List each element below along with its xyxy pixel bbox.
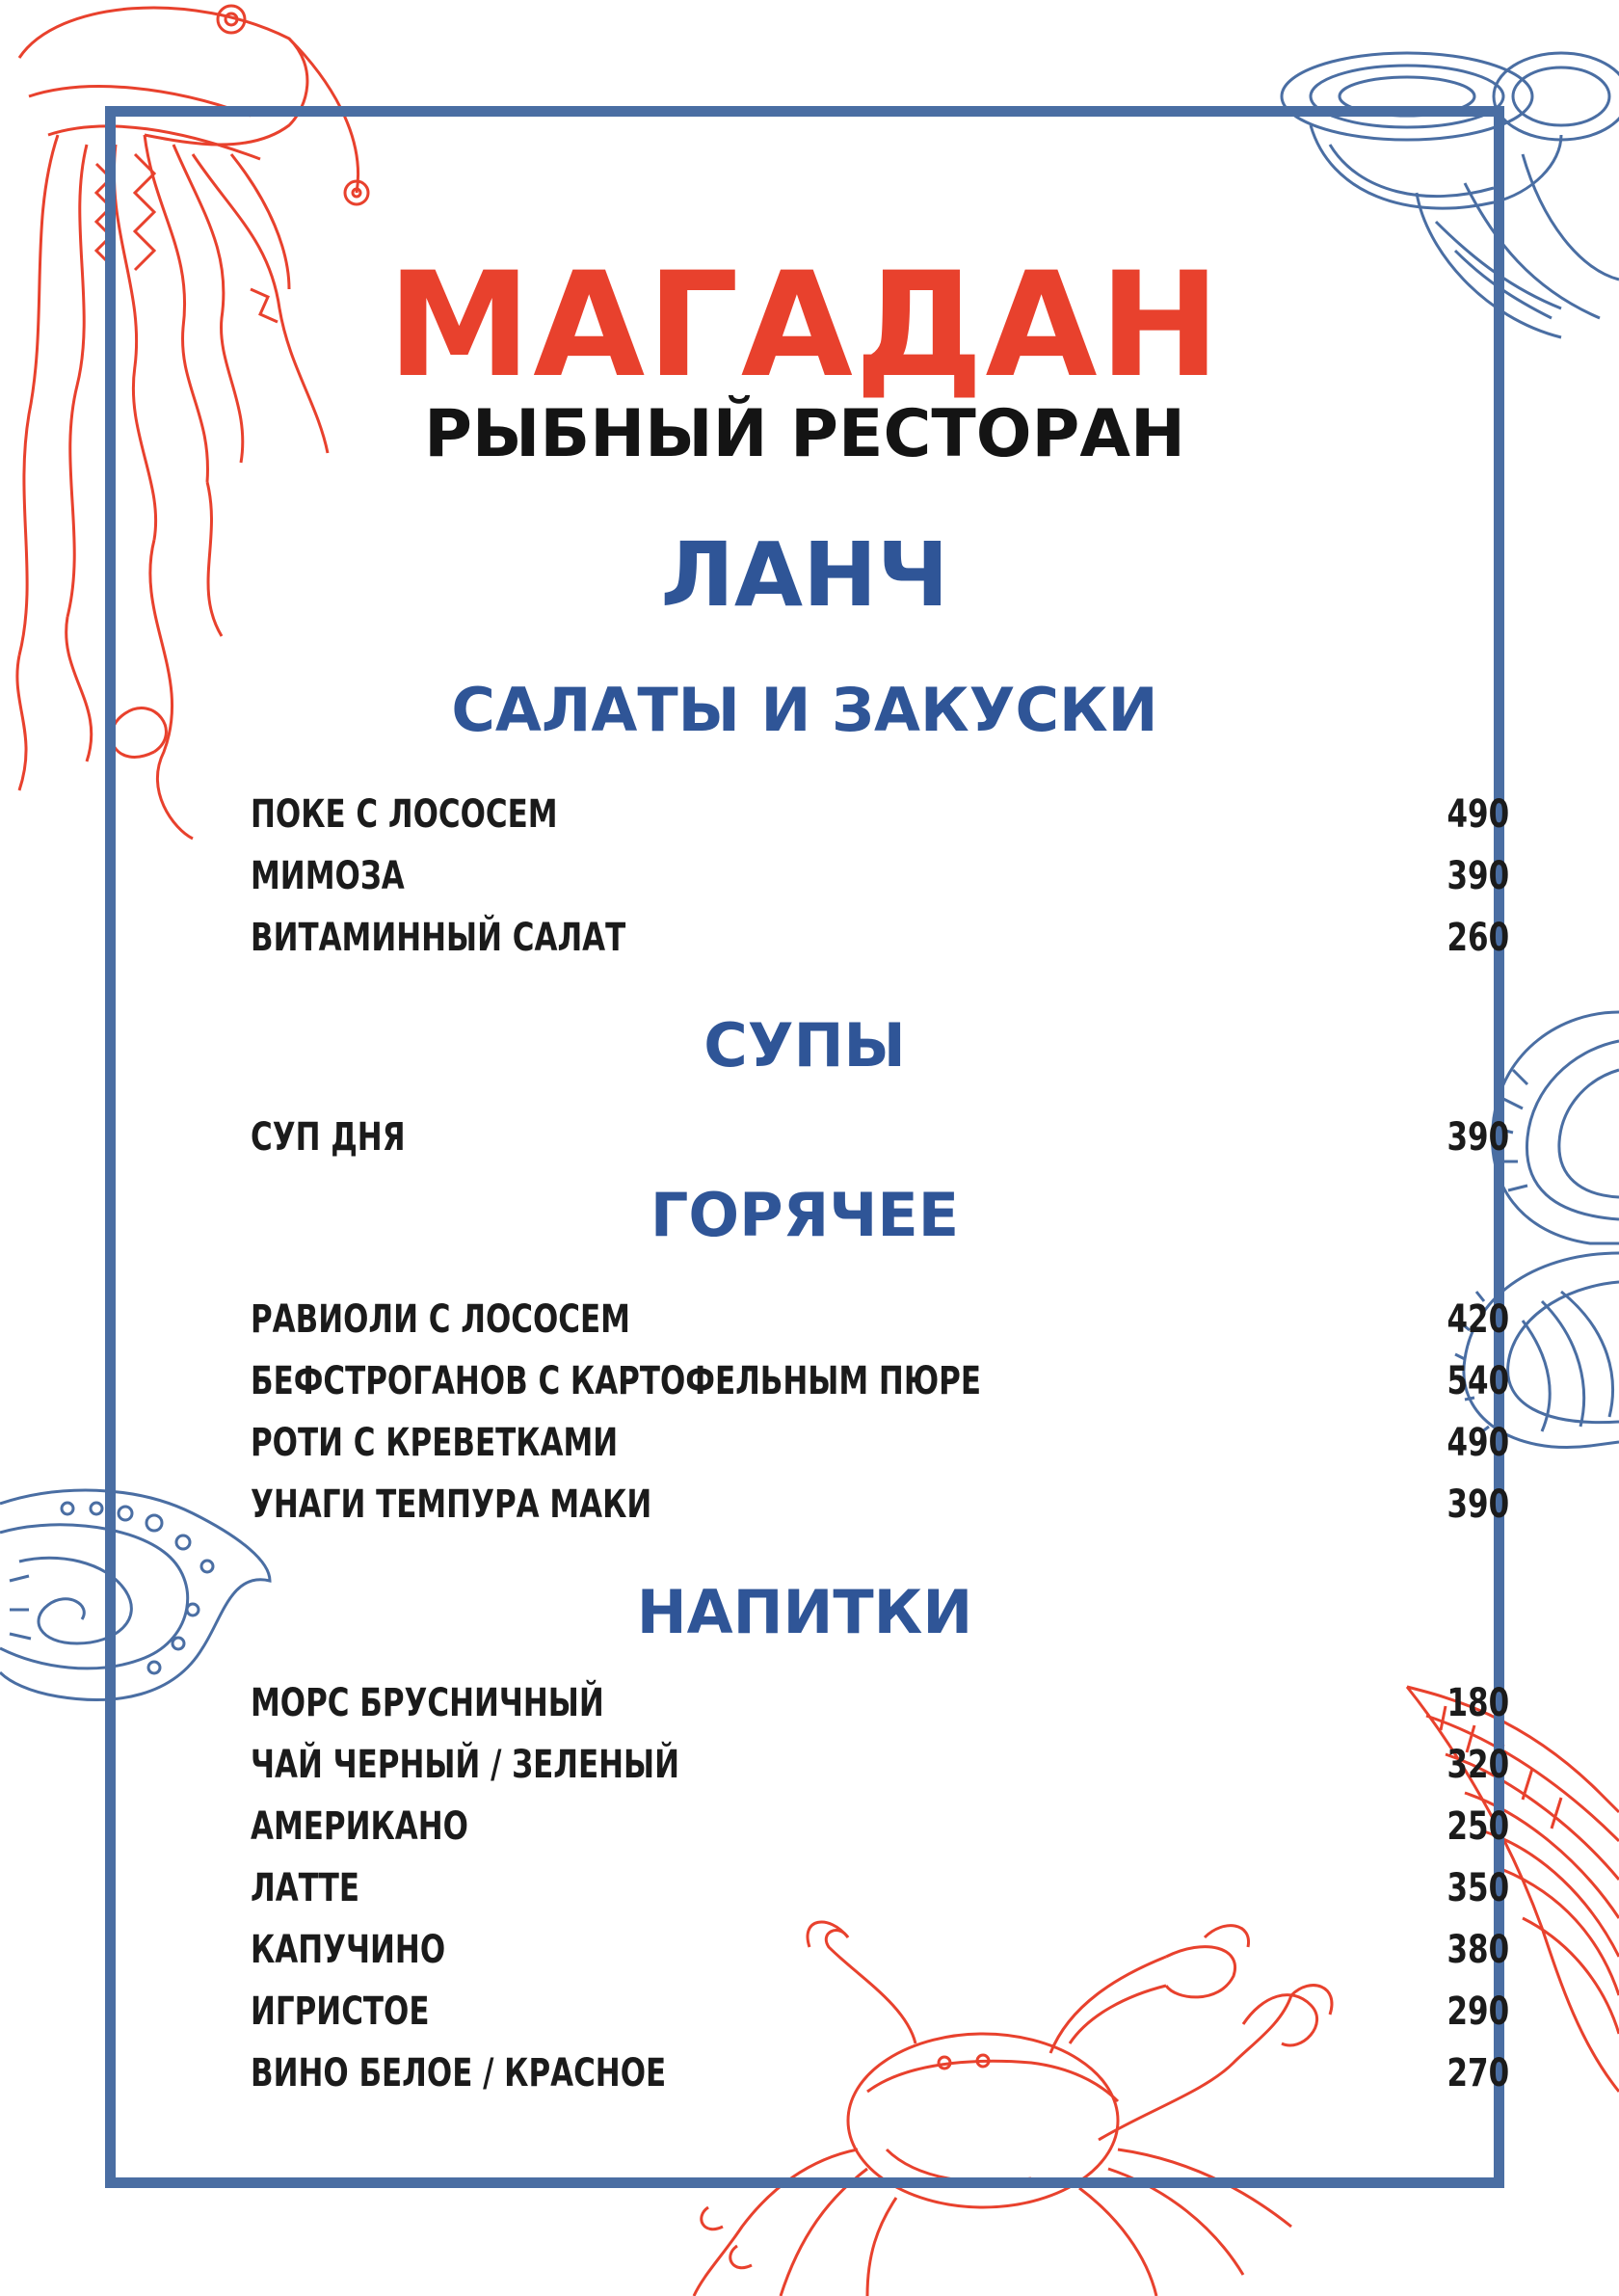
menu-item — [251, 2046, 1509, 2100]
menu-item — [251, 1110, 1509, 1164]
item-price: 250 — [1446, 1804, 1509, 1849]
item-name: РОТИ С КРЕВЕТКАМИ — [251, 1421, 619, 1465]
item-price: 540 — [1446, 1359, 1509, 1403]
menu-item — [251, 849, 1509, 903]
menu-item — [251, 1354, 1509, 1408]
item-price: 320 — [1446, 1743, 1509, 1787]
item-name: ЧАЙ ЧЕРНЫЙ / ЗЕЛЕНЫЙ — [251, 1743, 680, 1787]
restaurant-name: МАГАДАН — [386, 242, 1223, 410]
item-price: 180 — [1446, 1681, 1509, 1725]
menu-title: ЛАНЧ — [660, 523, 949, 627]
item-name: ИГРИСТОЕ — [251, 1989, 430, 2034]
menu-page — [116, 117, 1509, 2177]
item-name: УНАГИ ТЕМПУРА МАКИ — [251, 1482, 652, 1527]
item-name: АМЕРИКАНО — [251, 1804, 468, 1849]
menu-item — [251, 1416, 1509, 1470]
menu-item — [251, 911, 1509, 965]
section-title-hot: ГОРЯЧЕЕ — [650, 1180, 960, 1250]
item-name: ВИНО БЕЛОЕ / КРАСНОЕ — [251, 2051, 667, 2096]
item-name: БЕФСТРОГАНОВ С КАРТОФЕЛЬНЫМ ПЮРЕ — [251, 1359, 981, 1403]
item-price: 490 — [1446, 1421, 1509, 1465]
menu-item — [251, 788, 1509, 841]
item-price: 290 — [1446, 1989, 1509, 2034]
item-name: ПОКЕ С ЛОСОСЕМ — [251, 792, 558, 837]
item-name: СУП ДНЯ — [251, 1115, 406, 1160]
menu-item — [251, 1861, 1509, 1915]
item-name: КАПУЧИНО — [251, 1928, 446, 1972]
item-price: 390 — [1446, 854, 1509, 898]
menu-item — [251, 1738, 1509, 1792]
item-price: 390 — [1446, 1482, 1509, 1527]
menu-item — [251, 1800, 1509, 1854]
item-price: 270 — [1446, 2051, 1509, 2096]
item-price: 380 — [1446, 1928, 1509, 1972]
item-name: РАВИОЛИ С ЛОСОСЕМ — [251, 1297, 630, 1342]
section-title-drinks: НАПИТКИ — [636, 1577, 973, 1647]
restaurant-tagline: РЫБНЫЙ РЕСТОРАН — [424, 396, 1185, 472]
item-price: 260 — [1446, 916, 1509, 960]
item-price: 390 — [1446, 1115, 1509, 1160]
menu-item — [251, 1923, 1509, 1977]
section-title-soups: СУПЫ — [703, 1010, 906, 1081]
item-price: 490 — [1446, 792, 1509, 837]
item-price: 420 — [1446, 1297, 1509, 1342]
item-name: ВИТАМИННЫЙ САЛАТ — [251, 916, 626, 960]
section-title-salads: САЛАТЫ И ЗАКУСКИ — [451, 675, 1158, 745]
item-price: 350 — [1446, 1866, 1509, 1910]
menu-item — [251, 1293, 1509, 1347]
item-name: МОРС БРУСНИЧНЫЙ — [251, 1681, 604, 1725]
item-name: ЛАТТЕ — [251, 1866, 360, 1910]
menu-item — [251, 1676, 1509, 1730]
menu-item — [251, 1478, 1509, 1532]
item-name: МИМОЗА — [251, 854, 405, 898]
menu-item — [251, 1985, 1509, 2039]
